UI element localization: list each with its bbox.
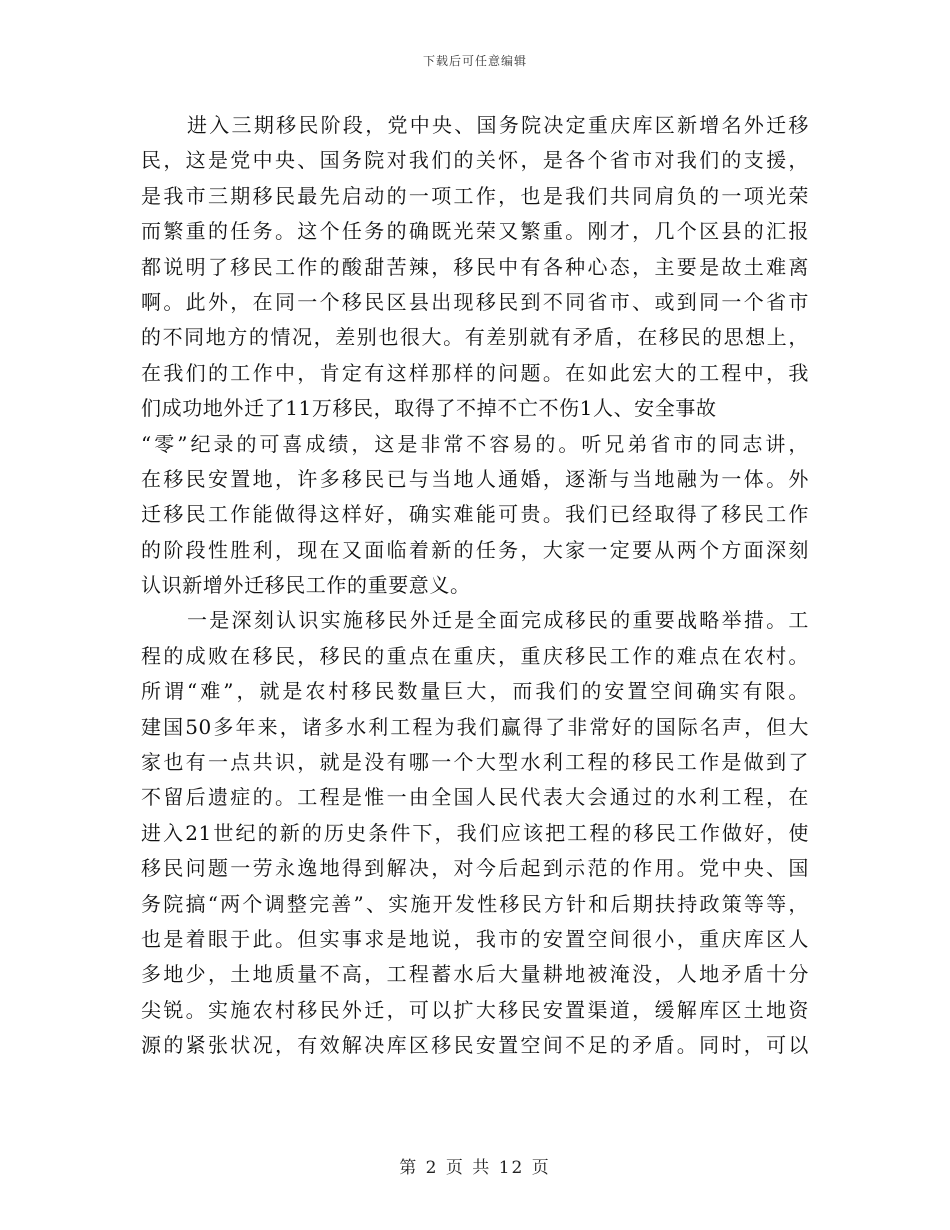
page-number-footer: 第 2 页 共 12 页 [399,1158,551,1178]
text-line: 的不同地方的情况，差别也很大。有差别就有矛盾，在移民的思想上， [141,325,809,350]
text-line: 在移民安置地，许多移民已与当地人通婚，逐渐与当地融为一体。外 [141,466,809,491]
text-line: 认识新增外迁移民工作的重要意义。 [141,573,471,598]
text-line: 建国50多年来，诸多水利工程为我们赢得了非常好的国际名声，但大 [141,714,809,739]
page-header: 下载后可任意编辑 [422,54,527,68]
text-line: 务院搞“两个调整完善”、实施开发性移民方针和后期扶持政策等等， [141,891,809,916]
text-line: 啊。此外，在同一个移民区县出现移民到不同省市、或到同一个省市 [141,289,809,314]
text-line: 多地少，土地质量不高，工程蓄水后大量耕地被淹没，人地矛盾十分 [141,962,809,987]
text-line: 程的成败在移民，移民的重点在重庆，重庆移民工作的难点在农村。 [141,643,809,668]
text-line: 源的紧张状况，有效解决库区移民安置空间不足的矛盾。同时，可以 [141,1033,809,1058]
text-line: 是我市三期移民最先启动的一项工作，也是我们共同肩负的一项光荣 [141,183,809,208]
text-line: 在我们的工作中，肯定有这样那样的问题。在如此宏大的工程中，我 [141,360,809,385]
text-line: 不留后遗症的。工程是惟一由全国人民代表大会通过的水利工程，在 [141,785,809,810]
text-line: “零”纪录的可喜成绩，这是非常不容易的。听兄弟省市的同志讲， [141,431,809,456]
text-line: 的阶段性胜利，现在又面临着新的任务，大家一定要从两个方面深刻 [141,537,809,562]
text-line: 进入三期移民阶段，党中央、国务院决定重庆库区新增名外迁移 [187,113,809,137]
text-line: 都说明了移民工作的酸甜苦辣，移民中有各种心态，主要是故土难离 [141,254,809,279]
text-line: 们成功地外迁了11万移民，取得了不掉不亡不伤1人、安全事故 [141,396,717,421]
document-body [141,108,809,1064]
text-line: 所谓“难”，就是农村移民数量巨大，而我们的安置空间确实有限。 [141,679,809,704]
text-line: 进入21世纪的新的历史条件下，我们应该把工程的移民工作做好，使 [141,820,809,845]
text-line: 移民问题一劳永逸地得到解决，对今后起到示范的作用。党中央、国 [141,856,809,881]
text-line: 一是深刻认识实施移民外迁是全面完成移民的重要战略举措。工 [187,608,809,633]
text-line: 家也有一点共识，就是没有哪一个大型水利工程的移民工作是做到了 [141,750,809,775]
text-line: 民，这是党中央、国务院对我们的关怀，是各个省市对我们的支援， [141,148,809,173]
text-line: 而繁重的任务。这个任务的确既光荣又繁重。刚才，几个区县的汇报 [141,219,809,244]
text-line: 迁移民工作能做得这样好，确实难能可贵。我们已经取得了移民工作 [141,502,809,527]
text-line: 尖锐。实施农村移民外迁，可以扩大移民安置渠道，缓解库区土地资 [141,997,809,1022]
text-line: 也是着眼于此。但实事求是地说，我市的安置空间很小，重庆库区人 [141,926,809,951]
